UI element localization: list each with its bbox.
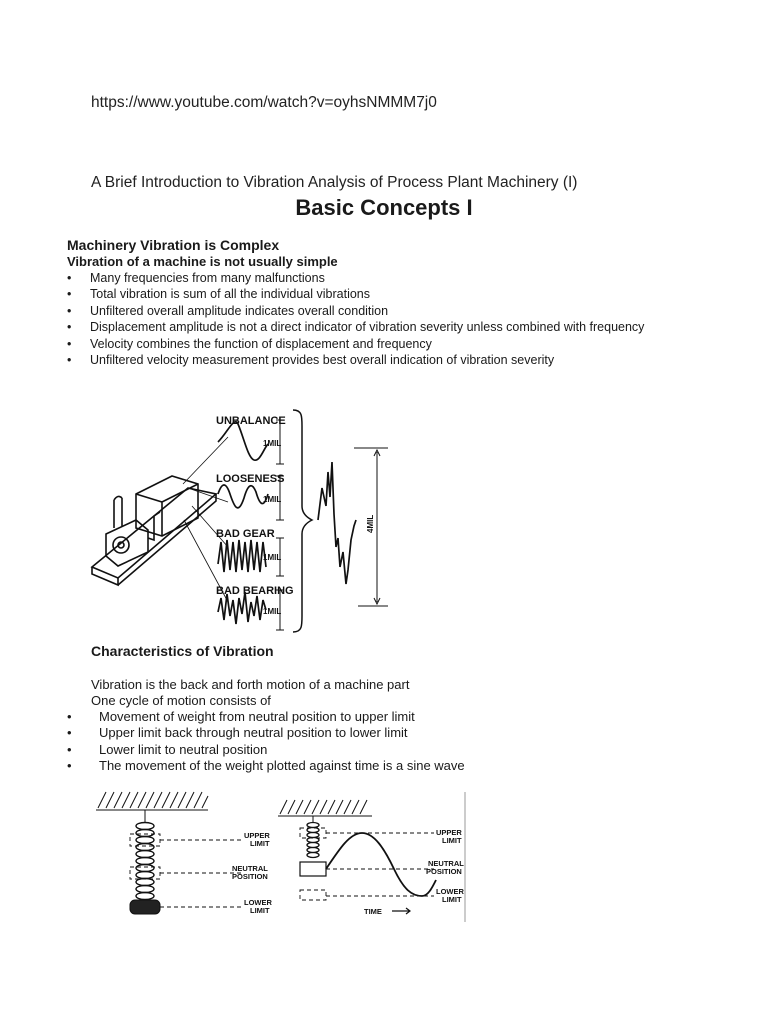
bad-bearing-label: BAD BEARING (216, 585, 294, 597)
unbalance-mil-label: 1MIL (263, 439, 282, 448)
list-item-text: Unfiltered velocity measurement provides best overall indication of vibration severity (90, 353, 555, 368)
list-item (67, 336, 687, 352)
section-heading-complex: Machinery Vibration is Complex (67, 237, 280, 253)
source-url[interactable]: https://www.youtube.com/watch?v=oyhsNMMM7j0 (91, 94, 437, 111)
lower-limit-label-left-2: LIMIT (250, 906, 270, 915)
spring-mass-figure (92, 788, 476, 930)
list-item (67, 303, 687, 319)
looseness-waveform (218, 485, 268, 508)
weight-left (130, 900, 160, 914)
bad-gear-label: BAD GEAR (216, 528, 275, 540)
bullet-glyph: • (67, 320, 72, 335)
document-subtitle: A Brief Introduction to Vibration Analysis of Process Plant Machinery (I) (91, 174, 578, 191)
bad-bearing-mil-label: 1MIL (263, 607, 282, 616)
cycle-intro: One cycle of motion consists of (91, 693, 271, 708)
summation-brace (293, 410, 312, 632)
list-item-text: Unfiltered overall amplitude indicates overall condition (90, 303, 389, 318)
ceiling-hatch-right (278, 800, 372, 816)
list-item-text: Movement of weight from neutral position to upper limit (99, 709, 415, 724)
bullet-glyph: • (67, 709, 72, 724)
list-item-text: Lower limit to neutral position (99, 741, 268, 757)
bullet-glyph: • (67, 336, 72, 351)
sine-wave (326, 833, 436, 896)
list-item (67, 758, 667, 774)
upper-limit-label-left-2: LIMIT (250, 839, 270, 848)
list-item (67, 319, 687, 335)
neutral-position-label-left-2: POSITION (232, 872, 268, 881)
bad-gear-mil-label: 1MIL (263, 553, 282, 562)
unbalance-label: UNBALANCE (216, 415, 286, 427)
upper-limit-label-right: UPPER (436, 828, 462, 837)
list-item (67, 352, 687, 368)
lower-limit-label-right-2: LIMIT (442, 895, 462, 904)
list-item (67, 725, 667, 741)
weight-right (300, 862, 326, 876)
complexity-bullet-list (67, 270, 687, 368)
time-label: TIME (364, 907, 382, 916)
lower-limit-label-right: LOWER (436, 887, 464, 896)
section-heading-characteristics: Characteristics of Vibration (91, 643, 274, 659)
composite-waveform (318, 462, 356, 584)
upper-limit-label-left: UPPER (244, 831, 270, 840)
cycle-bullet-list (67, 709, 667, 775)
list-item (67, 742, 667, 758)
total-mil-label: 4MIL (366, 514, 375, 533)
list-item-text: Displacement amplitude is not a direct indicator of vibration severity unless combined with frequency (90, 320, 645, 335)
list-item-text: Total vibration is sum of all the individual vibrations (90, 287, 370, 302)
neutral-position-label-left: NEUTRAL (232, 864, 268, 873)
vibration-definition: Vibration is the back and forth motion of a machine part (91, 677, 410, 692)
list-item (67, 709, 667, 725)
bullet-glyph: • (67, 271, 72, 285)
time-arrow (392, 908, 410, 914)
list-item-text: Upper limit back through neutral position to lower limit (99, 725, 408, 741)
looseness-label: LOOSENESS (216, 473, 285, 485)
bullet-glyph: • (67, 758, 72, 774)
list-item-text: Many frequencies from many malfunctions (90, 271, 325, 285)
looseness-mil-label: 1MIL (263, 495, 282, 504)
list-item (67, 286, 687, 302)
bullet-glyph: • (67, 303, 72, 318)
bullet-glyph: • (67, 353, 72, 368)
list-item-text: Velocity combines the function of displacement and frequency (90, 336, 432, 351)
list-item (67, 270, 687, 286)
bullet-glyph: • (67, 725, 72, 741)
ceiling-hatch-left (96, 792, 208, 810)
neutral-position-label-right-2: POSITION (426, 867, 462, 876)
bullet-glyph: • (67, 287, 72, 302)
document-title: Basic Concepts I (295, 195, 473, 220)
vibration-components-figure (88, 402, 398, 638)
section-subheading-simple: Vibration of a machine is not usually simple (67, 254, 338, 269)
bad-gear-waveform (218, 540, 266, 572)
neutral-position-label-right: NEUTRAL (428, 859, 464, 868)
lower-limit-label-left: LOWER (244, 898, 272, 907)
bullet-glyph: • (67, 741, 72, 757)
upper-limit-label-right-2: LIMIT (442, 836, 462, 845)
unbalance-waveform (218, 422, 268, 460)
list-item-text: The movement of the weight plotted against time is a sine wave (99, 758, 465, 774)
